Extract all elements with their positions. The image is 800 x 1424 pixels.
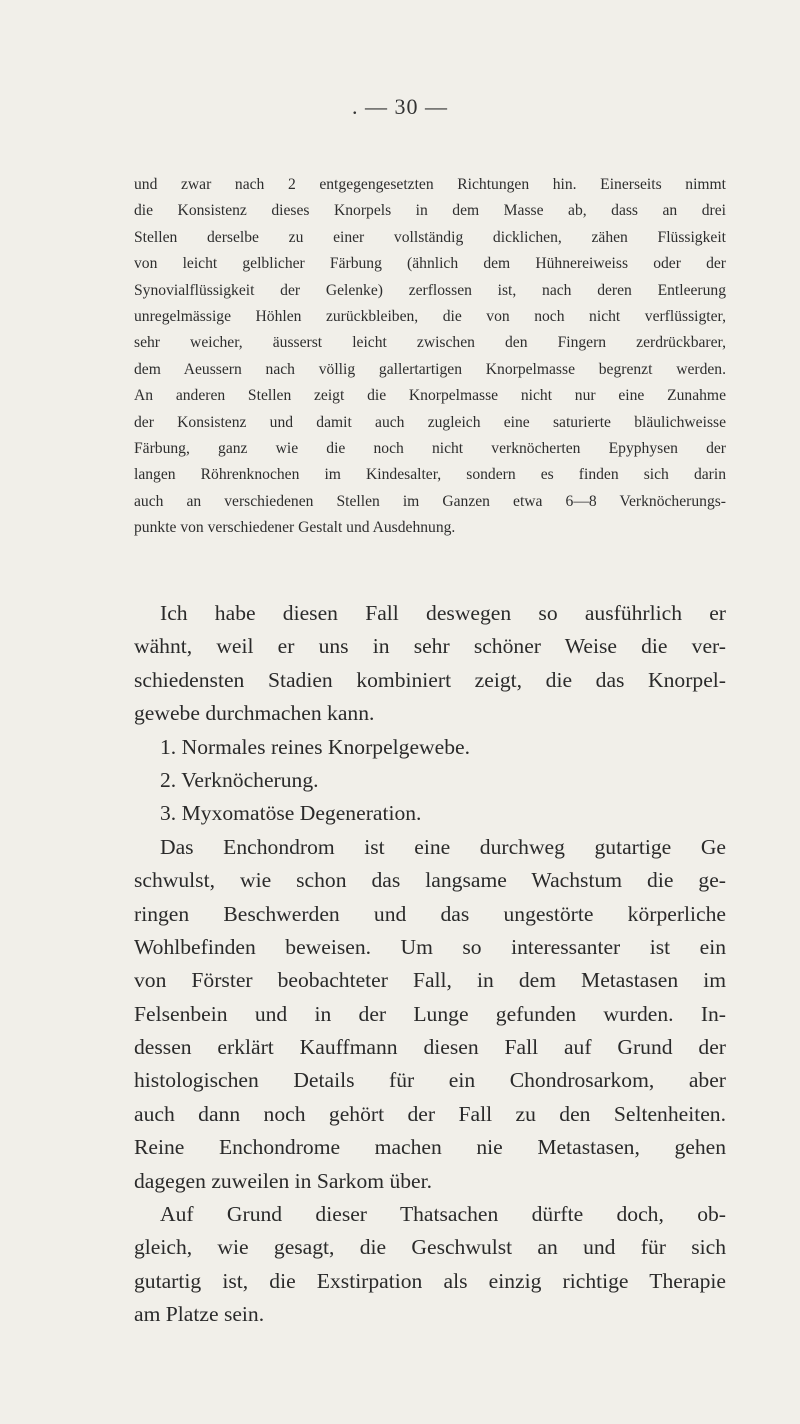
text-line: Stellen derselbe zu einer vollständig dicklichen, zähen Flüssigkeit	[134, 228, 726, 246]
enchondrom-paragraph	[134, 831, 726, 1198]
text-line: langen Röhrenknochen im Kindesalter, sondern es finden sich darin	[134, 466, 726, 484]
text-line: Das Enchondrom ist eine durchweg gutartige Ge	[160, 834, 726, 859]
text-line: An anderen Stellen zeigt die Knorpelmasse nicht nur eine Zunahme	[134, 387, 726, 405]
text-line: dem Aeussern nach völlig gallertartigen Knorpelmasse begrenzt werden.	[134, 360, 726, 378]
conclusion-paragraph	[134, 1198, 726, 1332]
main-text	[134, 597, 726, 1332]
text-line: dessen erklärt Kauffmann diesen Fall auf Grund der	[134, 1035, 726, 1060]
text-line: gutartig ist, die Exstirpation als einzig richtige Therapie	[134, 1268, 726, 1293]
text-line: Reine Enchondrome machen nie Metastasen, gehen	[134, 1135, 726, 1160]
text-line: am Platze sein.	[134, 1302, 265, 1327]
text-line: schiedensten Stadien kombiniert zeigt, die das Knorpel-	[134, 667, 726, 692]
text-line: Wohlbefinden beweisen. Um so interessanter ist ein	[134, 934, 726, 959]
text-line: von Förster beobachteter Fall, in dem Metastasen im	[134, 968, 726, 993]
text-line: histologischen Details für ein Chondrosarkom, aber	[134, 1068, 726, 1093]
intro-paragraph	[134, 597, 726, 731]
case-description-paragraph	[134, 172, 726, 541]
text-line: gewebe durchmachen kann.	[134, 701, 375, 726]
text-line: der Konsistenz und damit auch zugleich eine saturierte bläulichweisse	[134, 413, 726, 431]
text-line: wähnt, weil er uns in sehr schöner Weise die ver-	[134, 634, 726, 659]
page-number: . — 30 —	[352, 94, 448, 119]
text-line: Felsenbein und in der Lunge gefunden wurden. In-	[134, 1001, 726, 1026]
text-line: Ich habe diesen Fall deswegen so ausführlich er	[160, 601, 726, 625]
text-line: sehr weicher, äusserst leicht zwischen den Fingern zerdrückbarer,	[134, 334, 726, 352]
text-line: Auf Grund dieser Thatsachen dürfte doch, ob-	[160, 1202, 726, 1227]
text-line: gleich, wie gesagt, die Geschwulst an und für sich	[134, 1235, 726, 1260]
text-line: Synovialflüssigkeit der Gelenke) zerflossen ist, nach deren Entleerung	[134, 281, 726, 299]
text-line: auch dann noch gehört der Fall zu den Seltenheiten.	[134, 1101, 726, 1126]
text-line: dagegen zuweilen in Sarkom über.	[134, 1168, 433, 1193]
text-line: ringen Beschwerden und das ungestörte körperliche	[134, 901, 726, 926]
text-line: punkte von verschiedener Gestalt und Ausdehnung.	[134, 519, 456, 537]
text-line: auch an verschiedenen Stellen im Ganzen etwa 6—8 Verknöcherungs-	[134, 492, 726, 510]
list-item: 2. Verknöcherung.	[160, 767, 319, 792]
text-line: und zwar nach 2 entgegengesetzten Richtungen hin. Einerseits nimmt	[134, 176, 726, 193]
list-item: 3. Myxomatöse Degeneration.	[160, 801, 422, 826]
list-item: 1. Normales reines Knorpelgewebe.	[160, 734, 470, 759]
text-line: von leicht gelblicher Färbung (ähnlich dem Hühnereiweiss oder der	[134, 255, 726, 273]
text-line: Färbung, ganz wie die noch nicht verknöcherten Epyphysen der	[134, 439, 726, 457]
text-line: die Konsistenz dieses Knorpels in dem Masse ab, dass an drei	[134, 202, 726, 220]
stage-list	[134, 731, 726, 831]
text-line: schwulst, wie schon das langsame Wachstum die ge-	[134, 868, 726, 893]
text-line: unregelmässige Höhlen zurückbleiben, die von noch nicht verflüssigter,	[134, 307, 726, 325]
